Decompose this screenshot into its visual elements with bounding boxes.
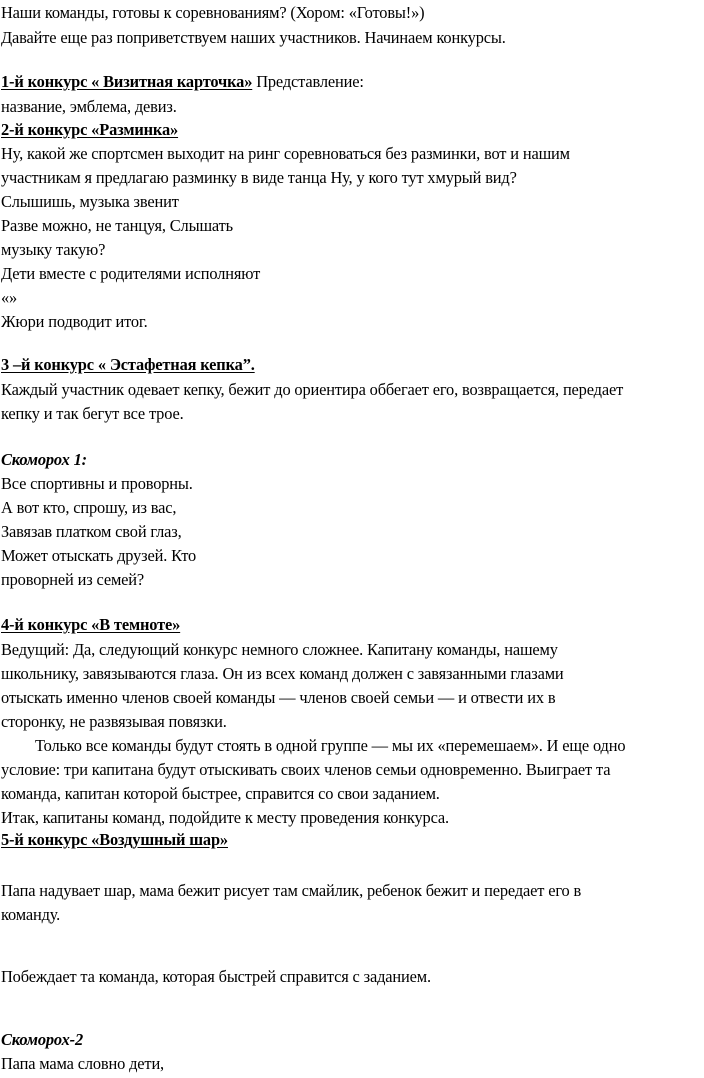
- text-line: отыскать именно членов своей команды — членов своей семьи — и отвести их в: [1, 688, 556, 707]
- text-line: команда, капитан которой быстрее, справится со свои заданием.: [1, 784, 440, 803]
- text-line: Только все команды будут стоять в одной группе — мы их «перемешаем». И еще одно: [35, 736, 626, 755]
- text-line: команду.: [1, 905, 61, 924]
- text-line: школьнику, завязываются глаза. Он из всех команд должен с завязанными глазами: [1, 664, 564, 683]
- text-line: Жюри подводит итог.: [1, 312, 148, 331]
- text-line: Ведущий: Да, следующий конкурс немного сложнее. Капитану команды, нашему: [1, 640, 558, 659]
- text-line: Может отыскать друзей. Кто: [1, 546, 197, 565]
- contest-1-heading: 1-й конкурс « Визитная карточка»: [1, 72, 253, 91]
- text-line: кепку и так бегут все трое.: [1, 404, 184, 423]
- text-line: Завязав платком свой глаз,: [1, 522, 182, 541]
- text-line: А вот кто, спрошу, из вас,: [1, 498, 177, 517]
- contest-3-heading: 3 –й конкурс « Эстафетная кепка”.: [1, 355, 255, 374]
- contest-4-heading: 4-й конкурс «В темноте»: [1, 615, 181, 634]
- text-line: Давайте еще раз поприветствуем наших участников. Начинаем конкурсы.: [1, 28, 506, 47]
- contest-1-line: [1, 72, 364, 92]
- text-line: название, эмблема, девиз.: [1, 97, 177, 116]
- text-line: Ну, какой же спортсмен выходит на ринг соревноваться без разминки, вот и нашим: [1, 144, 570, 163]
- text-line: музыку такую?: [1, 240, 106, 259]
- text-line: Слышишь, музыка звенит: [1, 192, 179, 211]
- text-line: сторонку, не развязывая повязки.: [1, 712, 227, 731]
- text-line: проворней из семей?: [1, 570, 145, 589]
- text-fragment: Представление:: [252, 72, 364, 91]
- speaker-skomorokh-1: Скоморох 1:: [1, 450, 87, 469]
- text-line: Папа мама словно дети,: [1, 1054, 165, 1073]
- text-line: Итак, капитаны команд, подойдите к месту проведения конкурса.: [1, 808, 449, 827]
- text-line: Каждый участник одевает кепку, бежит до ориентира оббегает его, возвращается, передает: [1, 380, 624, 399]
- contest-2-heading: 2-й конкурс «Разминка»: [1, 120, 179, 139]
- text-line: участникам я предлагаю разминку в виде танца Ну, у кого тут хмурый вид?: [1, 168, 517, 187]
- speaker-skomorokh-2: Скоморох-2: [1, 1030, 84, 1049]
- text-line: Побеждает та команда, которая быстрей справится с заданием.: [1, 967, 431, 986]
- text-line: Разве можно, не танцуя, Слышать: [1, 216, 233, 235]
- text-line: «»: [1, 288, 18, 307]
- text-line: Дети вместе с родителями исполняют: [1, 264, 261, 283]
- text-line: Папа надувает шар, мама бежит рисует там смайлик, ребенок бежит и передает его в: [1, 881, 582, 900]
- text-line: Наши команды, готовы к соревнованиям? (Хором: «Готовы!»): [1, 3, 425, 22]
- contest-5-heading: 5-й конкурс «Воздушный шар»: [1, 830, 228, 849]
- text-line: Все спортивны и проворны.: [1, 474, 193, 493]
- text-line: условие: три капитана будут отыскивать своих членов семьи одновременно. Выиграет та: [1, 760, 611, 779]
